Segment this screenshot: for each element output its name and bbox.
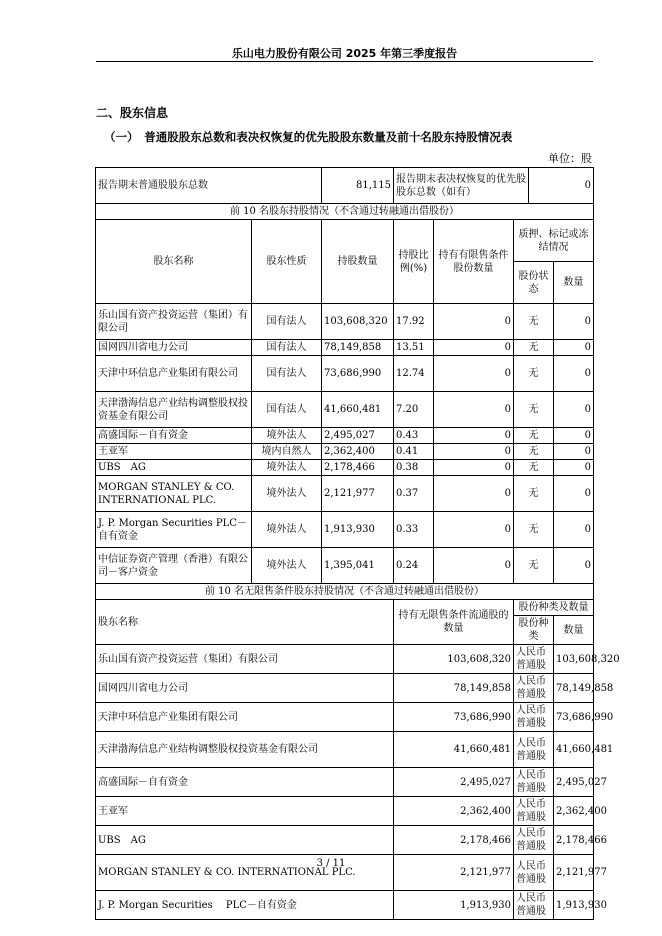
- unr-share-kind: 人民币普通股: [514, 826, 554, 855]
- holder-ratio: 0.38: [394, 460, 434, 476]
- unr-share-kind: 人民币普通股: [514, 703, 554, 732]
- holder-ratio: 12.74: [394, 356, 434, 392]
- top10-row: [96, 460, 594, 476]
- holder-restricted: 0: [434, 512, 514, 548]
- unr-holder-shares: 1,913,930: [394, 891, 514, 920]
- holder-nature: 国有法人: [252, 340, 322, 356]
- unr-share-kind: 人民币普通股: [514, 891, 554, 920]
- pledge-status: 无: [514, 356, 554, 392]
- holder-shares: 41,660,481: [322, 392, 394, 428]
- total-holders-label: 报告期末普通股股东总数: [96, 168, 322, 204]
- pledge-status: 无: [514, 304, 554, 340]
- col-header-name: 股东名称: [96, 220, 252, 304]
- unr-holder-shares: 103,608,320: [394, 645, 514, 674]
- unr-share-qty: 1,913,930: [554, 891, 594, 920]
- report-header: 乐山电力股份有限公司 2025 年第三季度报告: [231, 47, 458, 60]
- top10-row: [96, 304, 594, 340]
- pledge-count: 0: [554, 428, 594, 444]
- pledge-count: 0: [554, 476, 594, 512]
- unr-holder-name: 王亚军: [96, 797, 394, 826]
- holder-name: 中信证券资产管理（香港）有限公司－客户资金: [96, 548, 252, 584]
- holder-ratio: 0.37: [394, 476, 434, 512]
- pledge-count: 0: [554, 548, 594, 584]
- holder-name: 乐山国有资产投资运营（集团）有限公司: [96, 304, 252, 340]
- holder-nature: 境外法人: [252, 460, 322, 476]
- page-number: 3 / 11: [316, 858, 346, 869]
- unr-share-qty: 2,495,027: [554, 768, 594, 797]
- summary-row: [96, 168, 594, 204]
- holder-restricted: 0: [434, 444, 514, 460]
- holder-name: 天津渤海信息产业结构调整股权投资基金有限公司: [96, 392, 252, 428]
- top10-row: [96, 356, 594, 392]
- top10-row: [96, 476, 594, 512]
- unr-holder-name: UBS AG: [96, 826, 394, 855]
- holder-ratio: 0.24: [394, 548, 434, 584]
- col-header-ratio: 持股比例(%): [394, 220, 434, 304]
- unr-holder-name: 天津中环信息产业集团有限公司: [96, 703, 394, 732]
- holder-restricted: 0: [434, 304, 514, 340]
- unr-share-kind: 人民币普通股: [514, 855, 554, 891]
- unr-header-kind-qty: 股份种类及数量: [514, 600, 594, 616]
- unr-share-kind: 人民币普通股: [514, 797, 554, 826]
- unr-share-qty: 103,608,320: [554, 645, 594, 674]
- pledge-status: 无: [514, 392, 554, 428]
- col-header-pledge: 质押、标记或冻结情况: [514, 220, 594, 262]
- unr-header-name: 股东名称: [96, 600, 394, 645]
- top10-row: [96, 428, 594, 444]
- unr-holder-name: 天津渤海信息产业结构调整股权投资基金有限公司: [96, 732, 394, 768]
- holder-restricted: 0: [434, 340, 514, 356]
- holder-shares: 103,608,320: [322, 304, 394, 340]
- holder-ratio: 0.43: [394, 428, 434, 444]
- unrestricted-caption: 前 10 名无限售条件股东持股情况（不含通过转融通出借股份）: [96, 584, 594, 600]
- col-header-shares: 持股数量: [322, 220, 394, 304]
- unr-holder-shares: 2,495,027: [394, 768, 514, 797]
- header-divider: [96, 61, 593, 62]
- unr-share-qty: 2,178,466: [554, 826, 594, 855]
- top10-caption-row: [96, 204, 594, 220]
- unr-holder-shares: 2,178,466: [394, 826, 514, 855]
- holder-restricted: 0: [434, 476, 514, 512]
- holder-restricted: 0: [434, 392, 514, 428]
- unr-holder-name: 高盛国际－自有资金: [96, 768, 394, 797]
- total-holders-value: 81,115: [322, 168, 394, 204]
- holder-shares: 1,395,041: [322, 548, 394, 584]
- holder-shares: 2,178,466: [322, 460, 394, 476]
- holder-name: MORGAN STANLEY & CO. INTERNATIONAL PLC.: [96, 476, 252, 512]
- unr-holder-name: MORGAN STANLEY & CO. INTERNATIONAL PLC.: [96, 855, 394, 891]
- holder-ratio: 17.92: [394, 304, 434, 340]
- unr-holder-shares: 2,362,400: [394, 797, 514, 826]
- unr-share-qty: 2,362,400: [554, 797, 594, 826]
- top10-row: [96, 548, 594, 584]
- holder-shares: 73,686,990: [322, 356, 394, 392]
- pledge-count: 0: [554, 340, 594, 356]
- pledge-status: 无: [514, 548, 554, 584]
- holder-ratio: 13.51: [394, 340, 434, 356]
- holder-shares: 2,495,027: [322, 428, 394, 444]
- unr-header-kind: 股份种类: [514, 616, 554, 645]
- unr-holder-name: J. P. Morgan Securities PLC－自有资金: [96, 891, 394, 920]
- unr-share-qty: 78,149,858: [554, 674, 594, 703]
- pledge-count: 0: [554, 512, 594, 548]
- holder-name: 天津中环信息产业集团有限公司: [96, 356, 252, 392]
- top10-header-row-1: [96, 220, 594, 262]
- holder-name: UBS AG: [96, 460, 252, 476]
- unr-holder-shares: 73,686,990: [394, 703, 514, 732]
- pledge-count: 0: [554, 460, 594, 476]
- holder-shares: 78,149,858: [322, 340, 394, 356]
- section-subtitle: （一） 普通股股东总数和表决权恢复的优先股股东数量及前十名股东持股情况表: [104, 130, 513, 144]
- pledge-status: 无: [514, 512, 554, 548]
- unrestricted-row: [96, 674, 594, 703]
- pledge-status: 无: [514, 460, 554, 476]
- unr-holder-shares: 78,149,858: [394, 674, 514, 703]
- holder-ratio: 7.20: [394, 392, 434, 428]
- holder-name: J. P. Morgan Securities PLC－自有资金: [96, 512, 252, 548]
- unr-share-qty: 41,660,481: [554, 732, 594, 768]
- holder-shares: 1,913,930: [322, 512, 394, 548]
- col-header-status: 股份状态: [514, 262, 554, 304]
- col-header-count: 数量: [554, 262, 594, 304]
- unrestricted-caption-row: [96, 584, 594, 600]
- unr-share-qty: 2,121,977: [554, 855, 594, 891]
- holder-nature: 国有法人: [252, 356, 322, 392]
- unr-holder-name: 乐山国有资产投资运营（集团）有限公司: [96, 645, 394, 674]
- holder-nature: 境外法人: [252, 476, 322, 512]
- unr-share-kind: 人民币普通股: [514, 645, 554, 674]
- holder-name: 国网四川省电力公司: [96, 340, 252, 356]
- pledge-status: 无: [514, 340, 554, 356]
- holder-shares: 2,121,977: [322, 476, 394, 512]
- unr-share-kind: 人民币普通股: [514, 674, 554, 703]
- top10-row: [96, 512, 594, 548]
- unrestricted-row: [96, 703, 594, 732]
- pledge-count: 0: [554, 392, 594, 428]
- unrestricted-row: [96, 645, 594, 674]
- holder-nature: 境外法人: [252, 548, 322, 584]
- unrestricted-row: [96, 732, 594, 768]
- top10-row: [96, 340, 594, 356]
- unrestricted-row: [96, 826, 594, 855]
- holder-nature: 境外法人: [252, 428, 322, 444]
- holder-nature: 国有法人: [252, 392, 322, 428]
- unrestricted-header-row-1: [96, 600, 594, 616]
- top10-caption: 前 10 名股东持股情况（不含通过转融通出借股份）: [96, 204, 594, 220]
- pledge-count: 0: [554, 444, 594, 460]
- pledge-status: 无: [514, 476, 554, 512]
- holder-name: 高盛国际－自有资金: [96, 428, 252, 444]
- unr-share-kind: 人民币普通股: [514, 768, 554, 797]
- preferred-holders-label: 报告期末表决权恢复的优先股股东总数（如有）: [394, 168, 529, 204]
- pledge-status: 无: [514, 428, 554, 444]
- top10-row: [96, 444, 594, 460]
- col-header-restricted: 持有有限售条件股份数量: [434, 220, 514, 304]
- unr-share-kind: 人民币普通股: [514, 732, 554, 768]
- pledge-status: 无: [514, 444, 554, 460]
- pledge-count: 0: [554, 356, 594, 392]
- holder-restricted: 0: [434, 428, 514, 444]
- preferred-holders-value: 0: [529, 168, 594, 204]
- unit-label: 单位：股: [548, 152, 592, 165]
- unrestricted-row: [96, 768, 594, 797]
- holder-ratio: 0.33: [394, 512, 434, 548]
- unr-header-qty: 数量: [554, 616, 594, 645]
- unr-share-qty: 73,686,990: [554, 703, 594, 732]
- holder-nature: 国有法人: [252, 304, 322, 340]
- unrestricted-row: [96, 797, 594, 826]
- unrestricted-row: [96, 891, 594, 920]
- holder-name: 王亚军: [96, 444, 252, 460]
- holder-shares: 2,362,400: [322, 444, 394, 460]
- top10-row: [96, 392, 594, 428]
- unr-holder-name: 国网四川省电力公司: [96, 674, 394, 703]
- unr-holder-shares: 2,121,977: [394, 855, 514, 891]
- holder-restricted: 0: [434, 548, 514, 584]
- holder-nature: 境内自然人: [252, 444, 322, 460]
- col-header-nature: 股东性质: [252, 220, 322, 304]
- shareholder-table: [95, 167, 620, 920]
- unr-header-shares: 持有无限售条件流通股的数量: [394, 600, 514, 645]
- holder-ratio: 0.41: [394, 444, 434, 460]
- holder-nature: 境外法人: [252, 512, 322, 548]
- holder-restricted: 0: [434, 460, 514, 476]
- unr-holder-shares: 41,660,481: [394, 732, 514, 768]
- holder-restricted: 0: [434, 356, 514, 392]
- pledge-count: 0: [554, 304, 594, 340]
- section-title: 二、股东信息: [96, 106, 169, 120]
